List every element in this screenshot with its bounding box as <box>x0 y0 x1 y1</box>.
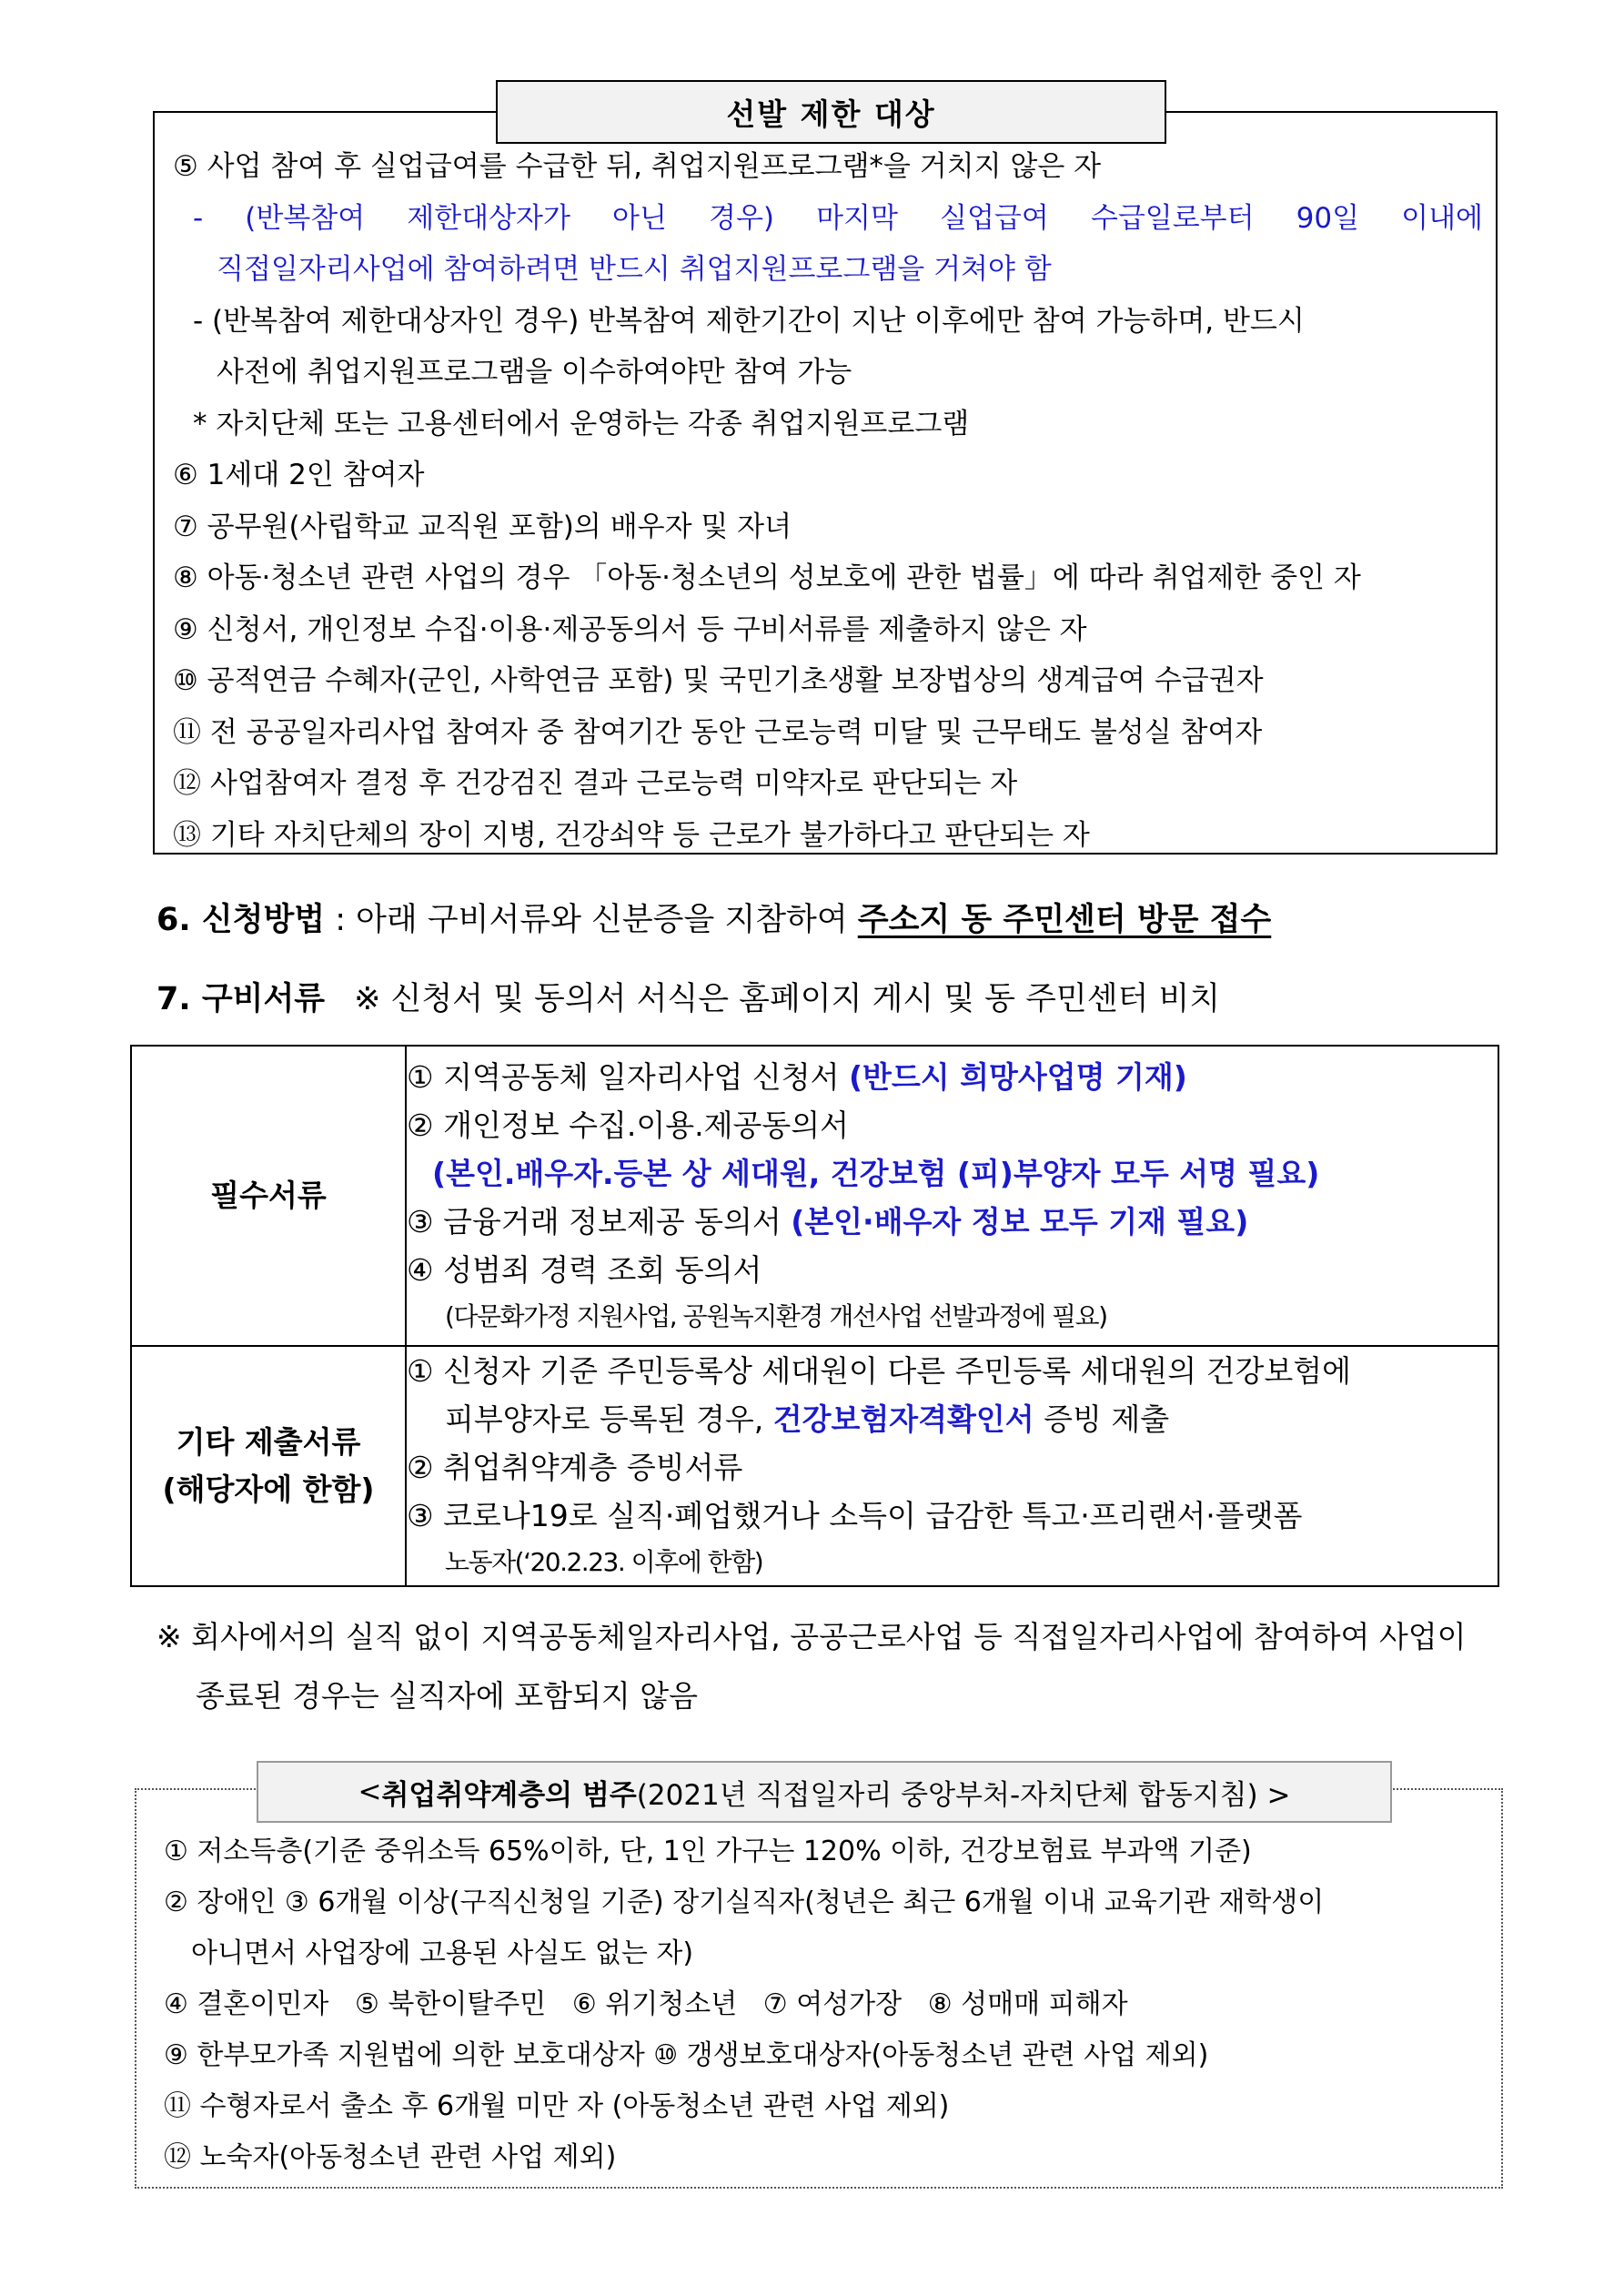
restriction-item-9: ⑨ 신청서, 개인정보 수집·이용·제공동의서 등 구비서류를 제출하지 않은 자 <box>173 612 1087 646</box>
required-item-2: ② 개인정보 수집.이용.제공동의서 <box>407 1107 849 1143</box>
restriction-sub-2: - (반복참여 제한대상자인 경우) 반복참여 제한기간이 지난 이후에만 참여 가능하며, 반드시 <box>193 304 1305 338</box>
restriction-item-11: ⑪ 전 공공일자리사업 참여자 중 참여기간 동안 근로능력 미달 및 근무태도 불성실 참여자 <box>173 715 1263 749</box>
restriction-item-5: ⑤ 사업 참여 후 실업급여를 수급한 뒤, 취업지원프로그램*을 거치지 않은 자 <box>173 150 1102 183</box>
restriction-sub-1-cont: 직접일자리사업에 참여하려면 반드시 취업지원프로그램을 거쳐야 함 <box>217 253 1052 286</box>
restriction-item-7: ⑦ 공무원(사립학교 교직원 포함)의 배우자 및 자녀 <box>173 510 792 543</box>
vulnerable-line-5: ⑪ 수형자로서 출소 후 6개월 미만 자 (아동청소년 관련 사업 제외) <box>164 2090 950 2122</box>
vulnerable-line-2-cont: 아니면서 사업장에 고용된 사실도 없는 자) <box>191 1937 694 1969</box>
vulnerable-list <box>164 1826 1492 2183</box>
other-item-3: ③ 코로나19로 실직·폐업했거나 소득이 급감한 특고·프리랜서·플랫폼 <box>407 1498 1303 1533</box>
restriction-item-13: ⑬ 기타 자치단체의 장이 지병, 건강쇠약 등 근로가 불가하다고 판단되는 자 <box>173 818 1090 852</box>
vulnerable-line-1: ① 저소득층(기준 중위소득 65%이하, 단, 1인 가구는 120% 이하, 건강보험료 부과액 기준) <box>164 1836 1252 1867</box>
vulnerable-line-6: ⑫ 노숙자(아동청소년 관련 사업 제외) <box>164 2141 617 2173</box>
section-6-emphasis: 주소지 동 주민센터 방문 접수 <box>857 902 1272 938</box>
restriction-item-8: ⑧ 아동·청소년 관련 사업의 경우 「아동·청소년의 성보호에 관한 법률」에 따라 취업제한 중인 자 <box>173 561 1361 594</box>
required-item-2-note: (본인.배우자.등본 상 세대원, 건강보험 (피)부양자 모두 서명 필요) <box>432 1155 1320 1191</box>
vulnerable-line-2: ② 장애인 ③ 6개월 이상(구직신청일 기준) 장기실직자(청년은 최근 6개월 이내 교육기관 재학생이 <box>164 1886 1325 1918</box>
restriction-title: 선발 제한 대상 <box>496 80 1166 144</box>
table-row <box>131 1046 1498 1346</box>
other-docs-label: 기타 제출서류 (해당자에 한함) <box>131 1346 406 1586</box>
other-item-1-cont: 피부양자로 등록된 경우, 건강보험자격확인서 증빙 제출 <box>445 1401 1170 1437</box>
note-line-1: ※ 회사에서의 실직 없이 지역공동체일자리사업, 공공근로사업 등 직접일자리사업에 참여하여 사업이 <box>156 1619 1467 1654</box>
vulnerable-title: < 취업취약계층의 범주 (2021년 직접일자리 중앙부처-자치단체 합동지침) > <box>257 1761 1392 1823</box>
restriction-item-6: ⑥ 1세대 2인 참여자 <box>173 459 425 491</box>
other-docs-content <box>406 1346 1498 1586</box>
restriction-item-10: ⑩ 공적연금 수혜자(군인, 사학연금 포함) 및 국민기초생활 보장법상의 생계급여 수급권자 <box>173 664 1264 697</box>
note-line-2: 종료된 경우는 실직자에 포함되지 않음 <box>196 1678 699 1714</box>
required-item-4: ④ 성범죄 경력 조회 동의서 <box>407 1251 762 1288</box>
other-item-2: ② 취업취약계층 증빙서류 <box>407 1450 743 1485</box>
required-item-3: ③ 금융거래 정보제공 동의서 (본인·배우자 정보 모두 기재 필요) <box>407 1203 1249 1239</box>
documents-table <box>130 1045 1499 1587</box>
section-6-label: 6. 신청방법 <box>156 902 326 938</box>
other-item-1: ① 신청자 기준 주민등록상 세대원이 다른 주민등록 세대원의 건강보험에 <box>407 1353 1351 1389</box>
section-7 <box>156 974 1220 1019</box>
restriction-list <box>173 141 1483 861</box>
restriction-footnote: * 자치단체 또는 고용센터에서 운영하는 각종 취업지원프로그램 <box>193 407 970 440</box>
required-docs-label: 필수서류 <box>131 1046 406 1346</box>
restriction-sub-2-cont: 사전에 취업지원프로그램을 이수하여야만 참여 가능 <box>217 356 852 389</box>
restriction-item-12: ⑫ 사업참여자 결정 후 건강검진 결과 근로능력 미약자로 판단되는 자 <box>173 767 1018 800</box>
section-6-text: : 아래 구비서류와 신분증을 지참하여 <box>325 902 858 938</box>
restriction-sub-1: - (반복참여 제한대상자가 아닌 경우) 마지막 실업급여 수급일로부터 90일 이내에 <box>193 201 1483 235</box>
required-item-1: ① 지역공동체 일자리사업 신청서 (반드시 희망사업명 기재) <box>407 1058 1187 1095</box>
section-6 <box>156 895 1271 940</box>
section-7-note: ※ 신청서 및 동의서 서식은 홈페이지 게시 및 동 주민센터 비치 <box>354 981 1221 1017</box>
other-item-3-cont: 노동자(‘20.2.23. 이후에 한함) <box>445 1547 763 1577</box>
section-7-label: 7. 구비서류 <box>156 981 326 1017</box>
vulnerable-line-4: ⑨ 한부모가족 지원법에 의한 보호대상자 ⑩ 갱생보호대상자(아동청소년 관련 사업 제외) <box>164 2039 1209 2071</box>
required-docs-content <box>406 1046 1498 1346</box>
required-item-4-note: (다문화가정 지원사업, 공원녹지환경 개선사업 선발과정에 필요) <box>445 1300 1107 1331</box>
vulnerable-line-3: ④ 결혼이민자 ⑤ 북한이탈주민 ⑥ 위기청소년 ⑦ 여성가장 ⑧ 성매매 피해자 <box>164 1988 1128 2020</box>
table-row <box>131 1346 1498 1586</box>
